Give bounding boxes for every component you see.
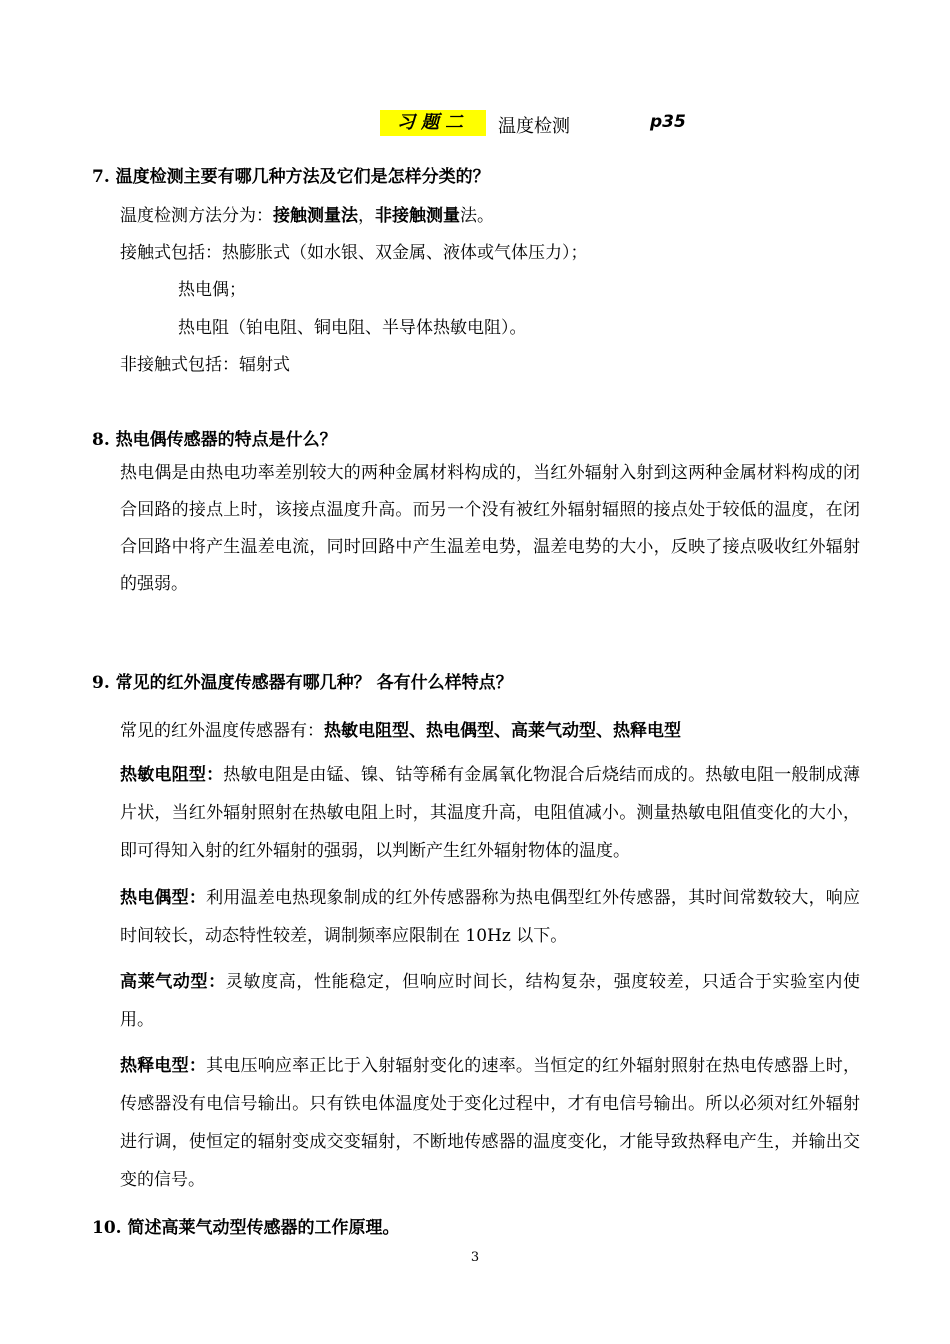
q7-contact-method: 接触测量法 [273,206,358,226]
q9-thermistor-paragraph [120,756,860,870]
q7-line1-end: 法。 [460,206,494,226]
q7-line1-prefix: 温度检测方法分为： [120,206,273,226]
question-9-intro [120,716,681,741]
q9-thermocouple-paragraph [120,879,860,955]
chapter-tag: 习题二 [380,110,486,136]
q9-golay-label: 高莱气动型： [120,972,226,992]
question-10-title: 10. 简述高莱气动型传感器的工作原理。 [92,1218,400,1238]
q9-thermistor-label: 热敏电阻型： [120,765,224,785]
question-7-line-3: 热电偶； [178,280,246,300]
question-9-title: 9. 常见的红外温度传感器有哪几种？ 各有什么样特点？ [92,673,513,693]
question-7-line-2: 接触式包括：热膨胀式（如水银、双金属、液体或气体压力）； [120,243,588,263]
question-8-answer: 热电偶是由热电功率差别较大的两种金属材料构成的，当红外辐射入射到这两种金属材料构成的闭合回路的接点上时，该接点温度升高。而另一个没有被红外辐射辐照的接点处于较低的温度，在闭合回路中将产生温差电流，同时回路中产生温差电势，温差电势的大小，反映了接点吸收红外辐射的强弱。 [120,463,860,594]
page-reference: p35 [650,112,686,132]
question-7-line-4: 热电阻（铂电阻、铜电阻、半导体热敏电阻）。 [178,318,527,338]
question-8-title: 8. 热电偶传感器的特点是什么？ [92,430,337,450]
q9-pyroelectric-paragraph [120,1047,860,1199]
question-7-line-1 [120,201,494,226]
q9-thermistor-text: 热敏电阻是由锰、镍、钴等稀有金属氧化物混合后烧结而成的。热敏电阻一般制成薄片状，当红外辐射照射在热敏电阻上时，其温度升高，电阻值减小。测量热敏电阻值变化的大小，即可得知入射的红外辐射的强弱，以判断产生红外辐射物体的温度。 [120,765,861,861]
q9-pyroelectric-label: 热释电型： [120,1056,207,1076]
q9-thermocouple-label: 热电偶型： [120,888,207,908]
q9-golay-text: 灵敏度高，性能稳定，但响应时间长，结构复杂，强度较差，只适合于实验室内使用。 [120,972,861,1030]
q9-intro-prefix: 常见的红外温度传感器有： [120,721,324,741]
chapter-title: 温度检测 [498,116,570,137]
question-7-line-5: 非接触式包括：辐射式 [120,355,290,375]
q9-sensor-types: 热敏电阻型、热电偶型、高莱气动型、热释电型 [324,721,681,741]
page-number: 3 [470,1250,480,1265]
q9-pyroelectric-text: 其电压响应率正比于入射辐射变化的速率。当恒定的红外辐射照射在热电传感器上时，传感器没有电信号输出。只有铁电体温度处于变化过程中，才有电信号输出。所以必须对红外辐射进行调，使恒定的辐射变成交变辐射，不断地传感器的温度变化，才能导致热释电产生，并输出交变的信号。 [120,1056,861,1190]
q9-golay-paragraph [120,963,860,1039]
q7-noncontact-method: 非接触测量 [375,206,460,226]
q7-line1-sep: ， [358,206,375,226]
question-7-title: 7. 温度检测主要有哪几种方法及它们是怎样分类的？ [92,167,490,187]
q9-thermocouple-text: 利用温差电热现象制成的红外传感器称为热电偶型红外传感器，其时间常数较大，响应时间较长，动态特性较差，调制频率应限制在 10Hz 以下。 [120,888,861,946]
